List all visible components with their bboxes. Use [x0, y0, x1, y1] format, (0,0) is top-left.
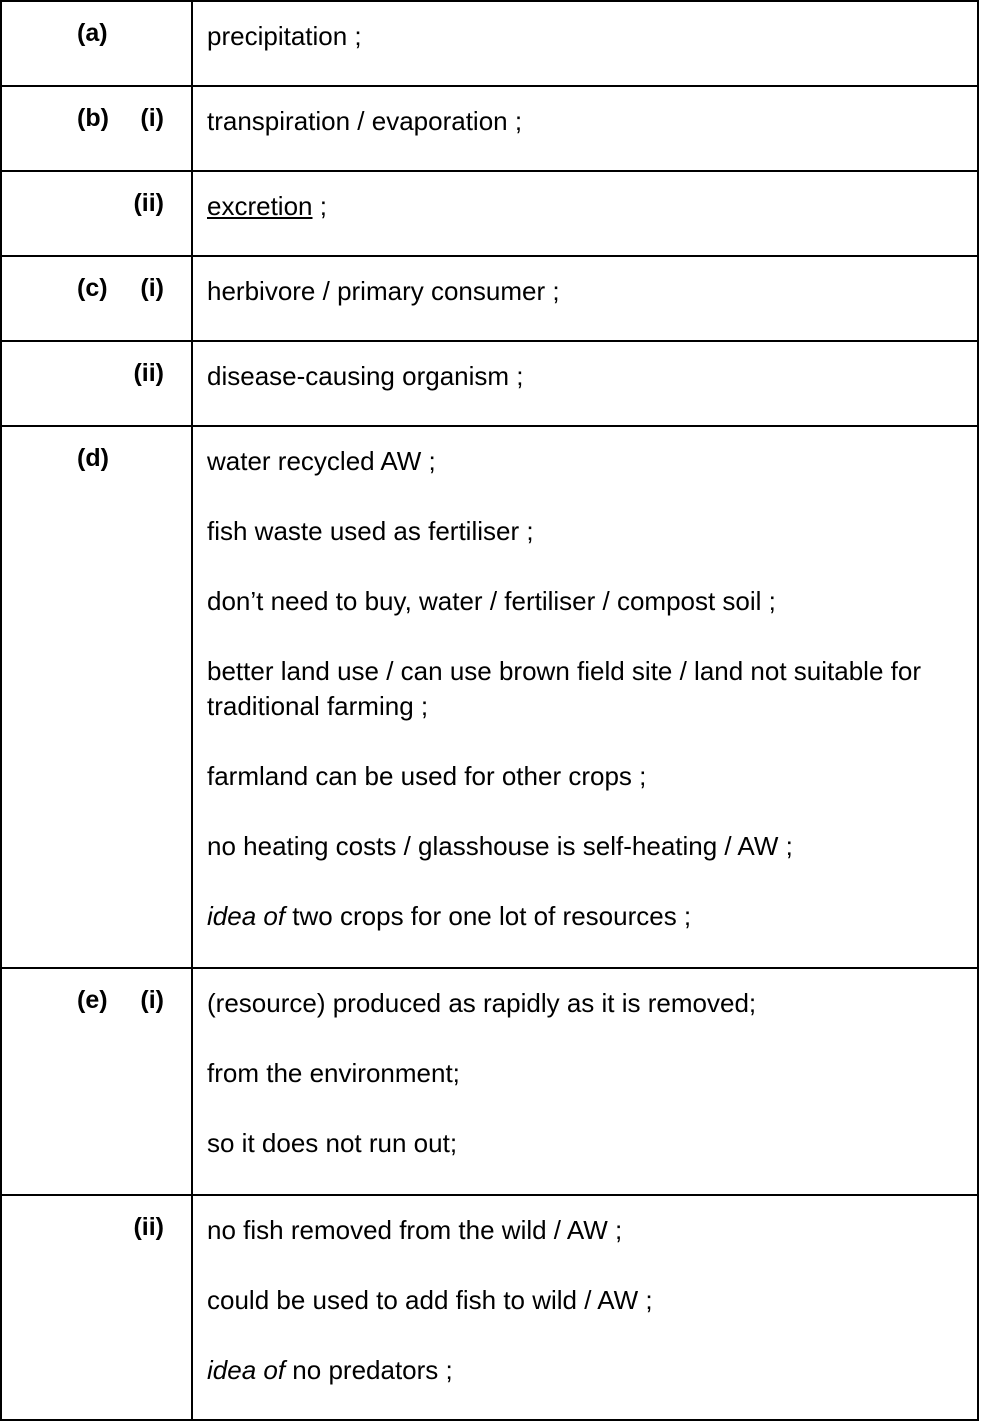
answer-line: fish waste used as fertiliser ;: [207, 516, 534, 546]
answer-line: precipitation ;: [207, 21, 362, 51]
answer-line: (resource) produced as rapidly as it is removed;: [207, 988, 757, 1018]
underlined-term: excretion: [207, 191, 313, 221]
question-cell: [1, 1, 192, 86]
answer-line: so it does not run out;: [207, 1128, 458, 1158]
answer-cell: [192, 256, 978, 341]
question-cell: [1, 968, 192, 1195]
answer-line: disease-causing organism ;: [207, 361, 524, 391]
subpart-label: (ii): [133, 189, 164, 217]
part-label: (a): [77, 19, 108, 47]
question-cell: [1, 256, 192, 341]
answer-cell: [192, 1, 978, 86]
answer-cell: [192, 426, 978, 968]
answer-line: no fish removed from the wild / AW ;: [207, 1215, 623, 1245]
answer-line: [207, 189, 963, 224]
table-row: [1, 426, 978, 968]
question-cell: [1, 171, 192, 256]
table-row: [1, 86, 978, 171]
answer-line: better land use / can use brown field site / land not suitable for traditional farming ;: [207, 656, 921, 721]
part-label: (e): [77, 986, 108, 1014]
table-row: [1, 171, 978, 256]
answer-line: water recycled AW ;: [207, 446, 436, 476]
answer-cell: [192, 968, 978, 1195]
subpart-label: (i): [140, 274, 164, 302]
subpart-label: (ii): [133, 359, 164, 387]
subpart-label: (i): [140, 986, 164, 1014]
answer-line: herbivore / primary consumer ;: [207, 276, 560, 306]
part-label: (d): [77, 444, 109, 472]
answer-line: no heating costs / glasshouse is self-heating / AW ;: [207, 831, 793, 861]
answer-line: from the environment;: [207, 1058, 460, 1088]
italic-phrase: idea of: [207, 901, 286, 931]
answer-line: farmland can be used for other crops ;: [207, 761, 647, 791]
answer-suffix: two crops for one lot of resources ;: [285, 901, 692, 931]
answer-suffix: no predators ;: [285, 1355, 453, 1385]
table-row: [1, 1195, 978, 1420]
answer-cell: [192, 1195, 978, 1420]
part-label: (b): [77, 104, 109, 132]
subpart-label: (ii): [133, 1213, 164, 1241]
answer-cell: [192, 341, 978, 426]
table-row: [1, 1, 978, 86]
part-label: (c): [77, 274, 108, 302]
table-row: [1, 256, 978, 341]
answer-cell: [192, 86, 978, 171]
question-cell: [1, 1195, 192, 1420]
subpart-label: (i): [140, 104, 164, 132]
table-row: [1, 968, 978, 1195]
answer-line: [207, 899, 963, 934]
answer-suffix: ;: [312, 191, 327, 221]
table-row: [1, 341, 978, 426]
answer-line: transpiration / evaporation ;: [207, 106, 523, 136]
question-cell: [1, 341, 192, 426]
answer-line: [207, 1353, 963, 1388]
question-cell: [1, 426, 192, 968]
question-cell: [1, 86, 192, 171]
answer-line: don’t need to buy, water / fertiliser / compost soil ;: [207, 586, 776, 616]
answer-line: could be used to add fish to wild / AW ;: [207, 1285, 653, 1315]
answer-cell: [192, 171, 978, 256]
italic-phrase: idea of: [207, 1355, 286, 1385]
